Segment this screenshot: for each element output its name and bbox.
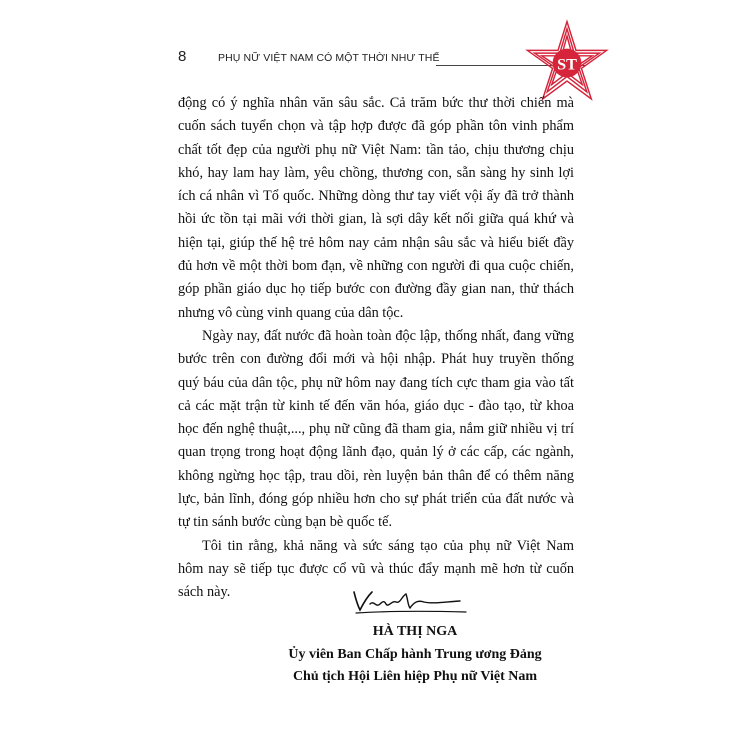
signer-title-1: Ủy viên Ban Chấp hành Trung ương Đảng	[288, 646, 542, 662]
paragraph-2: Ngày nay, đất nước đã hoàn toàn độc lập, thống nhất, đang vững bước trên con đường đổi mới và hội nhập. Phát huy truyền thống quý báu của dân tộc, phụ nữ hôm nay đang tích cực tham gia vào tất cả các mặt trận từ kinh tế đến văn hóa, giáo dục - đào tạo, từ khoa học đến nghệ thuật,..., phụ nữ cũng đã tham gia, nắm giữ nhiều vị trí quan trọng trong hoạt động lãnh đạo, quản lý ở các cấp, các ngành, không ngừng học tập, trau dồi, rèn luyện bản thân để có thêm năng lực, bản lĩnh, đóng góp nhiều hơn cho sự phát triển của đất nước và tự tin sánh bước cùng bạn bè quốc tế.	[178, 327, 574, 531]
signature-block	[280, 621, 550, 689]
running-title: PHỤ NỮ VIỆT NAM CÓ MỘT THỜI NHƯ THẾ	[218, 52, 440, 64]
svg-text:ST: ST	[557, 55, 577, 74]
body-text	[178, 92, 574, 605]
paragraph-3: Tôi tin rằng, khả năng và sức sáng tạo của phụ nữ Việt Nam hôm nay sẽ tiếp tục được cổ vũ và thúc đẩy mạnh mẽ hơn từ cuốn sách này.	[178, 537, 574, 601]
paragraph-1: động có ý nghĩa nhân văn sâu sắc. Cả trăm bức thư thời chiến mà cuốn sách tuyển chọn và tập hợp được đã góp phần tôn vinh phẩm chất tốt đẹp của người phụ nữ Việt Nam: tần tảo, chịu thương chịu khó, hay lam hay làm, yêu chồng, thương con, sẵn sàng hy sinh lợi ích cá nhân vì Tổ quốc. Những dòng thư tay viết vội ấy đã trở thành hồi ức tồn tại mãi với thời gian, là sợi dây kết nối giữa quá khứ và hiện tại, giúp thế hệ trẻ hôm nay cảm nhận sâu sắc và hiểu biết đầy đủ hơn về một thời bom đạn, về những con người đi qua cuộc chiến, góp phần giáo dục họ tiếp bước con đường đầy gian nan, thử thách nhưng vô cùng vinh quang của dân tộc.	[178, 95, 574, 321]
signer-name: HÀ THỊ NGA	[372, 624, 458, 639]
page-number: 8	[178, 48, 187, 65]
signer-title-2: Chủ tịch Hội Liên hiệp Phụ nữ Việt Nam	[292, 669, 538, 684]
handwritten-signature-icon	[348, 586, 468, 616]
